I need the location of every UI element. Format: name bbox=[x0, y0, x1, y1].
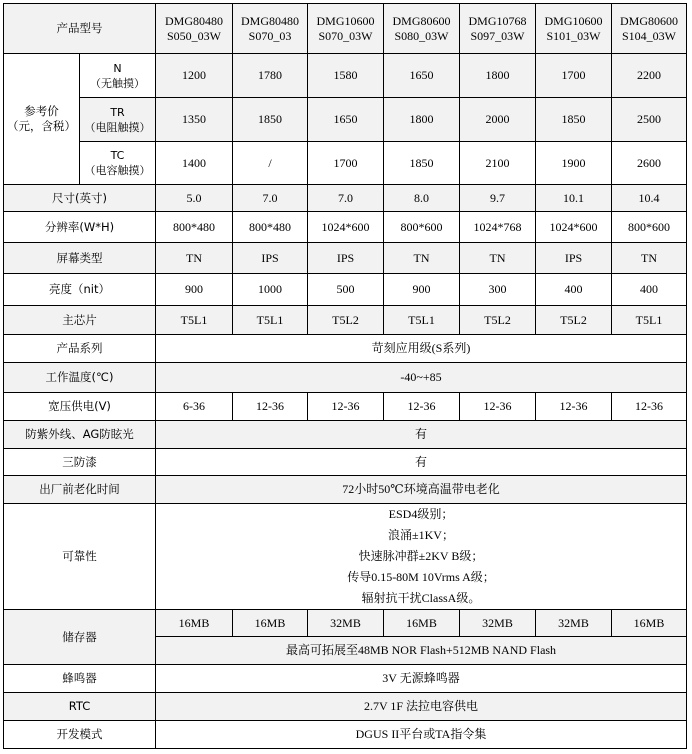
temperature-row bbox=[4, 363, 687, 393]
temperature-value: -40~+85 bbox=[156, 363, 687, 393]
storage-label: 储存器 bbox=[4, 610, 156, 665]
screen-type-value: TN bbox=[156, 243, 233, 274]
price-value: 1350 bbox=[156, 98, 233, 142]
screen-type-value: TN bbox=[384, 243, 460, 274]
reliability-line: 辐射抗干扰ClassA级。 bbox=[361, 591, 481, 605]
series-row bbox=[4, 335, 687, 363]
rtc-row bbox=[4, 693, 687, 721]
model-cell: DMG80600 S080_03W bbox=[384, 4, 460, 54]
dev-mode-value: DGUS II平台或TA指令集 bbox=[156, 721, 687, 749]
size-label: 尺寸(英寸) bbox=[4, 185, 156, 212]
reliability-row bbox=[4, 504, 687, 610]
chip-value: T5L2 bbox=[460, 306, 536, 335]
price-value: / bbox=[233, 142, 308, 185]
price-value: 1650 bbox=[308, 98, 384, 142]
brightness-value: 500 bbox=[308, 274, 384, 306]
dev-mode-row bbox=[4, 721, 687, 749]
voltage-value: 12-36 bbox=[308, 393, 384, 421]
price-row-n bbox=[4, 54, 687, 98]
price-row-tr bbox=[4, 98, 687, 142]
reliability-line: 浪涌±1KV； bbox=[388, 528, 454, 542]
temperature-label: 工作温度(℃) bbox=[4, 363, 156, 393]
price-value: 1700 bbox=[536, 54, 612, 98]
price-label: 参考价 （元，含税） bbox=[4, 54, 80, 185]
proof-value: 有 bbox=[156, 449, 687, 476]
price-value: 2200 bbox=[612, 54, 687, 98]
voltage-value: 12-36 bbox=[233, 393, 308, 421]
screen-type-value: TN bbox=[460, 243, 536, 274]
aging-row bbox=[4, 476, 687, 504]
buzzer-label: 蜂鸣器 bbox=[4, 665, 156, 693]
storage-value: 32MB bbox=[460, 610, 536, 637]
voltage-value: 12-36 bbox=[612, 393, 687, 421]
screen-type-value: IPS bbox=[308, 243, 384, 274]
price-value: 1200 bbox=[156, 54, 233, 98]
model-cell: DMG10768 S097_03W bbox=[460, 4, 536, 54]
resolution-value: 800*600 bbox=[612, 212, 687, 243]
price-row-tc bbox=[4, 142, 687, 185]
model-cell: DMG80600 S104_03W bbox=[612, 4, 687, 54]
model-cell: DMG80480 S050_03W bbox=[156, 4, 233, 54]
price-value: 1900 bbox=[536, 142, 612, 185]
chip-value: T5L1 bbox=[156, 306, 233, 335]
rtc-value: 2.7V 1F 法拉电容供电 bbox=[156, 693, 687, 721]
reliability-line: 快速脉冲群±2KV B级； bbox=[358, 549, 484, 563]
price-value: 1580 bbox=[308, 54, 384, 98]
storage-value: 16MB bbox=[156, 610, 233, 637]
screen-type-label: 屏幕类型 bbox=[4, 243, 156, 274]
size-value: 7.0 bbox=[308, 185, 384, 212]
storage-value: 16MB bbox=[384, 610, 460, 637]
chip-value: T5L1 bbox=[612, 306, 687, 335]
voltage-value: 6-36 bbox=[156, 393, 233, 421]
screen-type-value: TN bbox=[612, 243, 687, 274]
brightness-value: 1000 bbox=[233, 274, 308, 306]
voltage-row bbox=[4, 393, 687, 421]
model-cell: DMG10600 S101_03W bbox=[536, 4, 612, 54]
brightness-value: 900 bbox=[156, 274, 233, 306]
series-value: 苛刻应用级(S系列) bbox=[156, 335, 687, 363]
storage-value: 32MB bbox=[308, 610, 384, 637]
model-cell: DMG10600 S070_03W bbox=[308, 4, 384, 54]
buzzer-value: 3V 无源蜂鸣器 bbox=[156, 665, 687, 693]
price-value: 2500 bbox=[612, 98, 687, 142]
brightness-value: 300 bbox=[460, 274, 536, 306]
price-variant-tr: TR （电阻触摸） bbox=[80, 98, 156, 142]
voltage-value: 12-36 bbox=[384, 393, 460, 421]
price-variant-n: N （无触摸） bbox=[80, 54, 156, 98]
brightness-label: 亮度（nit） bbox=[4, 274, 156, 306]
storage-row bbox=[4, 610, 687, 637]
chip-value: T5L2 bbox=[308, 306, 384, 335]
brightness-row bbox=[4, 274, 687, 306]
chip-value: T5L2 bbox=[536, 306, 612, 335]
dev-mode-label: 开发模式 bbox=[4, 721, 156, 749]
reliability-line: 传导0.15-80M 10Vrms A级； bbox=[347, 570, 495, 584]
reliability-label: 可靠性 bbox=[4, 504, 156, 610]
size-value: 10.4 bbox=[612, 185, 687, 212]
resolution-value: 1024*768 bbox=[460, 212, 536, 243]
screen-type-value: IPS bbox=[233, 243, 308, 274]
model-row bbox=[4, 4, 687, 54]
reliability-value bbox=[156, 504, 687, 610]
size-row bbox=[4, 185, 687, 212]
price-value: 1800 bbox=[384, 98, 460, 142]
size-value: 5.0 bbox=[156, 185, 233, 212]
resolution-value: 1024*600 bbox=[536, 212, 612, 243]
voltage-value: 12-36 bbox=[536, 393, 612, 421]
resolution-value: 800*480 bbox=[233, 212, 308, 243]
proof-row bbox=[4, 449, 687, 476]
reliability-line: ESD4级别； bbox=[388, 507, 454, 521]
storage-value: 16MB bbox=[233, 610, 308, 637]
size-value: 8.0 bbox=[384, 185, 460, 212]
model-label: 产品型号 bbox=[4, 4, 156, 54]
price-value: 1850 bbox=[536, 98, 612, 142]
voltage-label: 宽压供电(V) bbox=[4, 393, 156, 421]
price-value: 1700 bbox=[308, 142, 384, 185]
price-value: 1650 bbox=[384, 54, 460, 98]
series-label: 产品系列 bbox=[4, 335, 156, 363]
brightness-value: 900 bbox=[384, 274, 460, 306]
rtc-label: RTC bbox=[4, 693, 156, 721]
chip-label: 主芯片 bbox=[4, 306, 156, 335]
spec-table bbox=[3, 3, 687, 749]
storage-value: 32MB bbox=[536, 610, 612, 637]
uv-row bbox=[4, 421, 687, 449]
resolution-row bbox=[4, 212, 687, 243]
uv-value: 有 bbox=[156, 421, 687, 449]
uv-label: 防紫外线、AG防眩光 bbox=[4, 421, 156, 449]
size-value: 7.0 bbox=[233, 185, 308, 212]
price-value: 2000 bbox=[460, 98, 536, 142]
resolution-value: 800*480 bbox=[156, 212, 233, 243]
brightness-value: 400 bbox=[612, 274, 687, 306]
chip-value: T5L1 bbox=[384, 306, 460, 335]
price-value: 1850 bbox=[233, 98, 308, 142]
screen-type-row bbox=[4, 243, 687, 274]
aging-value: 72小时50℃环境高温带电老化 bbox=[156, 476, 687, 504]
chip-row bbox=[4, 306, 687, 335]
size-value: 9.7 bbox=[460, 185, 536, 212]
storage-value: 16MB bbox=[612, 610, 687, 637]
price-value: 1780 bbox=[233, 54, 308, 98]
price-value: 1800 bbox=[460, 54, 536, 98]
price-value: 2100 bbox=[460, 142, 536, 185]
resolution-value: 800*600 bbox=[384, 212, 460, 243]
resolution-label: 分辨率(W*H) bbox=[4, 212, 156, 243]
buzzer-row bbox=[4, 665, 687, 693]
voltage-value: 12-36 bbox=[460, 393, 536, 421]
size-value: 10.1 bbox=[536, 185, 612, 212]
brightness-value: 400 bbox=[536, 274, 612, 306]
storage-note: 最高可拓展至48MB NOR Flash+512MB NAND Flash bbox=[156, 637, 687, 665]
screen-type-value: IPS bbox=[536, 243, 612, 274]
price-value: 1850 bbox=[384, 142, 460, 185]
price-value: 2600 bbox=[612, 142, 687, 185]
chip-value: T5L1 bbox=[233, 306, 308, 335]
aging-label: 出厂前老化时间 bbox=[4, 476, 156, 504]
spec-table-container bbox=[3, 3, 687, 749]
proof-label: 三防漆 bbox=[4, 449, 156, 476]
price-value: 1400 bbox=[156, 142, 233, 185]
price-variant-tc: TC （电容触摸） bbox=[80, 142, 156, 185]
model-cell: DMG80480 S070_03 bbox=[233, 4, 308, 54]
resolution-value: 1024*600 bbox=[308, 212, 384, 243]
